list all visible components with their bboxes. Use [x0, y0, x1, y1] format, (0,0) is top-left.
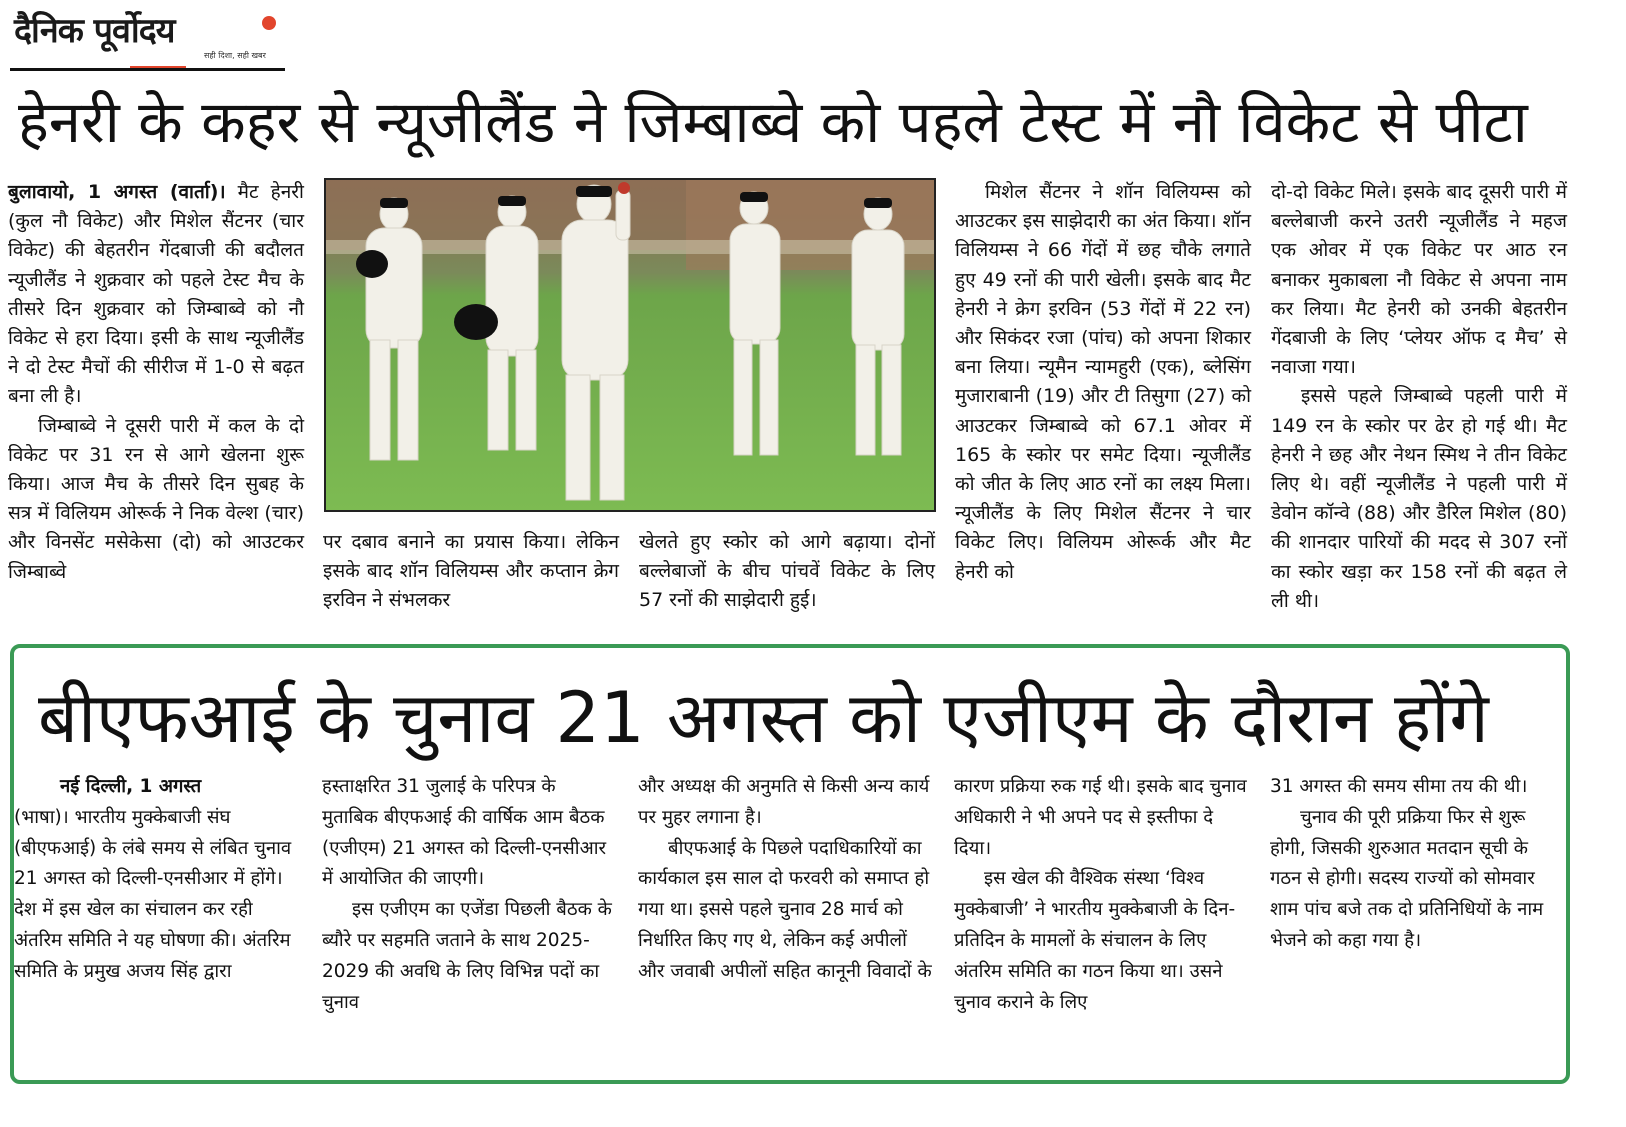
story1-photo	[324, 178, 936, 512]
story2-paragraph: इस एजीएम का एजेंडा पिछली बैठक के ब्यौरे पर सहमति जताने के साथ 2025-2029 की अवधि के लिए विभिन्न पदों का चुनाव	[322, 899, 612, 1013]
story1-column-4	[955, 178, 1251, 587]
story1-column-3	[639, 528, 935, 616]
masthead-tagline: सही दिशा, सही खबर	[204, 51, 266, 60]
story2-paragraph: इस खेल की वैश्विक संस्था ‘विश्व मुक्केबाजी’ ने भारतीय मुक्केबाजी के दिन-प्रतिदिन के मामलों के संचालन के लिए अंतरिम समिति का गठन किया था। उसने चुनाव कराने के लिए	[954, 868, 1236, 1013]
story2-headline: बीएफआई के चुनाव 21 अगस्त को एजीएम के दौरान होंगे	[38, 677, 1489, 759]
masthead	[10, 6, 285, 70]
story2-column-3	[638, 772, 933, 988]
story2-paragraph: चुनाव की पूरी प्रक्रिया फिर से शुरू होगी, जिसकी शुरुआत मतदान सूची के गठन से होगी। सदस्य राज्यों को सोमवार शाम पांच बजे तक दो प्रतिनिधियों के नाम भेजने को कहा गया है।	[1270, 806, 1544, 951]
story1-paragraph: मैट हेनरी (कुल नौ विकेट) और मिशेल सैंटनर (चार विकेट) की बेहतरीन गेंदबाजी की बदौलत न्यूजीलैंड ने शुक्रवार को पहले टेस्ट मैच के तीसरे दिन शुक्रवार को जिम्बाब्वे को नौ विकेट से हरा दिया। इसी के साथ न्यूजीलैंड ने दो टेस्ट मैचों की सीरीज में 1-0 से बढ़त बना ली है।	[8, 181, 304, 408]
story1-paragraph: मिशेल सैंटनर ने शॉन विलियम्स को आउटकर इस साझेदारी का अंत किया। शॉन विलियम्स ने 66 गेंदों में छह चौके लगाते हुए 49 रनों की पारी खेली। इसके बाद मैट हेनरी ने क्रेग इरविन (53 गेंदों में 22 रन) और सिकंदर रजा (पांच) को अपना शिकार बना लिया। न्यूमैन न्यामहुरी (एक), ब्लेसिंग मुजाराबानी (19) और टी तिसुगा (27) को आउटकर जिम्बाब्वे को 67.1 ओवर में 165 के स्कोर पर समेट दिया। न्यूजीलैंड को जीत के लिए आठ रनों का लक्ष्य मिला। न्यूजीलैंड के लिए मिशेल सैंटनर ने चार विकेट लिए। विलियम ओरूर्क और मैट हेनरी को	[955, 181, 1251, 583]
story1-paragraph: पर दबाव बनाने का प्रयास किया। लेकिन इसके बाद शॉन विलियम्स और कप्तान क्रेग इरविन ने संभलकर	[323, 531, 619, 612]
story2-paragraph: (भाषा)। भारतीय मुक्केबाजी संघ (बीएफआई) के लंबे समय से लंबित चुनाव 21 अगस्त को दिल्ली-एनसीआर में होंगे। देश में इस खेल का संचालन कर रही अंतरिम समिति ने यह घोषणा की। अंतरिम समिति के प्रमुख अजय सिंह द्वारा	[14, 806, 292, 982]
masthead-name: दैनिक पूर्वोदय	[14, 11, 175, 51]
story1-column-2	[323, 528, 619, 616]
story2-paragraph: हस्ताक्षरित 31 जुलाई के परिपत्र के मुताबिक बीएफआई की वार्षिक आम बैठक (एजीएम) 21 अगस्त को दिल्ली-एनसीआर में आयोजित की जाएगी।	[322, 776, 607, 890]
story2-paragraph: कारण प्रक्रिया रुक गई थी। इसके बाद चुनाव अधिकारी ने भी अपने पद से इस्तीफा दे दिया।	[954, 776, 1247, 859]
story1-paragraph: दो-दो विकेट मिले। इसके बाद दूसरी पारी में बल्लेबाजी करने उतरी न्यूजीलैंड ने महज एक ओवर में एक विकेट पर आठ रन बनाकर मुकाबला नौ विकेट से अपना नाम कर लिया। मैट हेनरी को उनकी बेहतरीन गेंदबाजी के लिए ‘प्लेयर ऑफ द मैच’ से नवाजा गया।	[1271, 181, 1567, 379]
story2-paragraph: बीएफआई के पिछले पदाधिकारियों का कार्यकाल इस साल दो फरवरी को समाप्त हो गया था। इससे पहले चुनाव 28 मार्च को निर्धारित किए गए थे, लेकिन कई अपीलों और जवाबी अपीलों सहित कानूनी विवादों के	[638, 837, 932, 982]
story2-column-5	[1270, 772, 1550, 957]
masthead-rule	[10, 68, 285, 71]
story2-paragraph: 31 अगस्त की समय सीमा तय की थी।	[1270, 776, 1528, 797]
story2-column-2	[322, 772, 617, 1018]
story1-paragraph: जिम्बाब्वे ने दूसरी पारी में कल के दो विकेट पर 31 रन से आगे खेलना शुरू किया। आज मैच के तीसरे दिन सुबह के सत्र में विलियम ओरूर्क ने निक वेल्श (चार) और विनसेंट मसेकेसा (दो) को आउटकर जिम्बाब्वे	[8, 414, 304, 583]
story2-dateline: नई दिल्ली, 1 अगस्त	[60, 776, 202, 797]
cricket-team-photo	[326, 180, 934, 510]
masthead-rule-accent	[130, 66, 186, 68]
story1-paragraph: इससे पहले जिम्बाब्वे पहली पारी में 149 रन के स्कोर पर ढेर हो गई थी। मैट हेनरी ने छह और नेथन स्मिथ ने तीन विकेट लिए थे। वहीं न्यूजीलैंड ने पहली पारी में डेवोन कॉन्वे (88) और डैरिल मिशेल (80) की शानदार पारियों की मदद से 307 रनों का स्कोर खड़ा कर 158 रनों की बढ़त ले ली थी।	[1271, 385, 1567, 612]
story2-paragraph: और अध्यक्ष की अनुमति से किसी अन्य कार्य पर मुहर लगाना है।	[638, 776, 930, 828]
story1-column-1	[8, 178, 304, 587]
story1-paragraph: खेलते हुए स्कोर को आगे बढ़ाया। दोनों बल्लेबाजों के बीच पांचवें विकेट के लिए 57 रनों की साझेदारी हुई।	[639, 531, 935, 612]
logo-dot-icon	[262, 16, 276, 30]
story1-headline: हेनरी के कहर से न्यूजीलैंड ने जिम्बाब्वे को पहले टेस्ट में नौ विकेट से पीटा	[18, 88, 1528, 156]
story1-dateline: बुलावायो, 1 अगस्त (वार्ता)।	[8, 181, 226, 203]
story2-column-1	[14, 772, 304, 988]
story1-column-5	[1271, 178, 1567, 616]
story2-column-4	[954, 772, 1249, 1018]
